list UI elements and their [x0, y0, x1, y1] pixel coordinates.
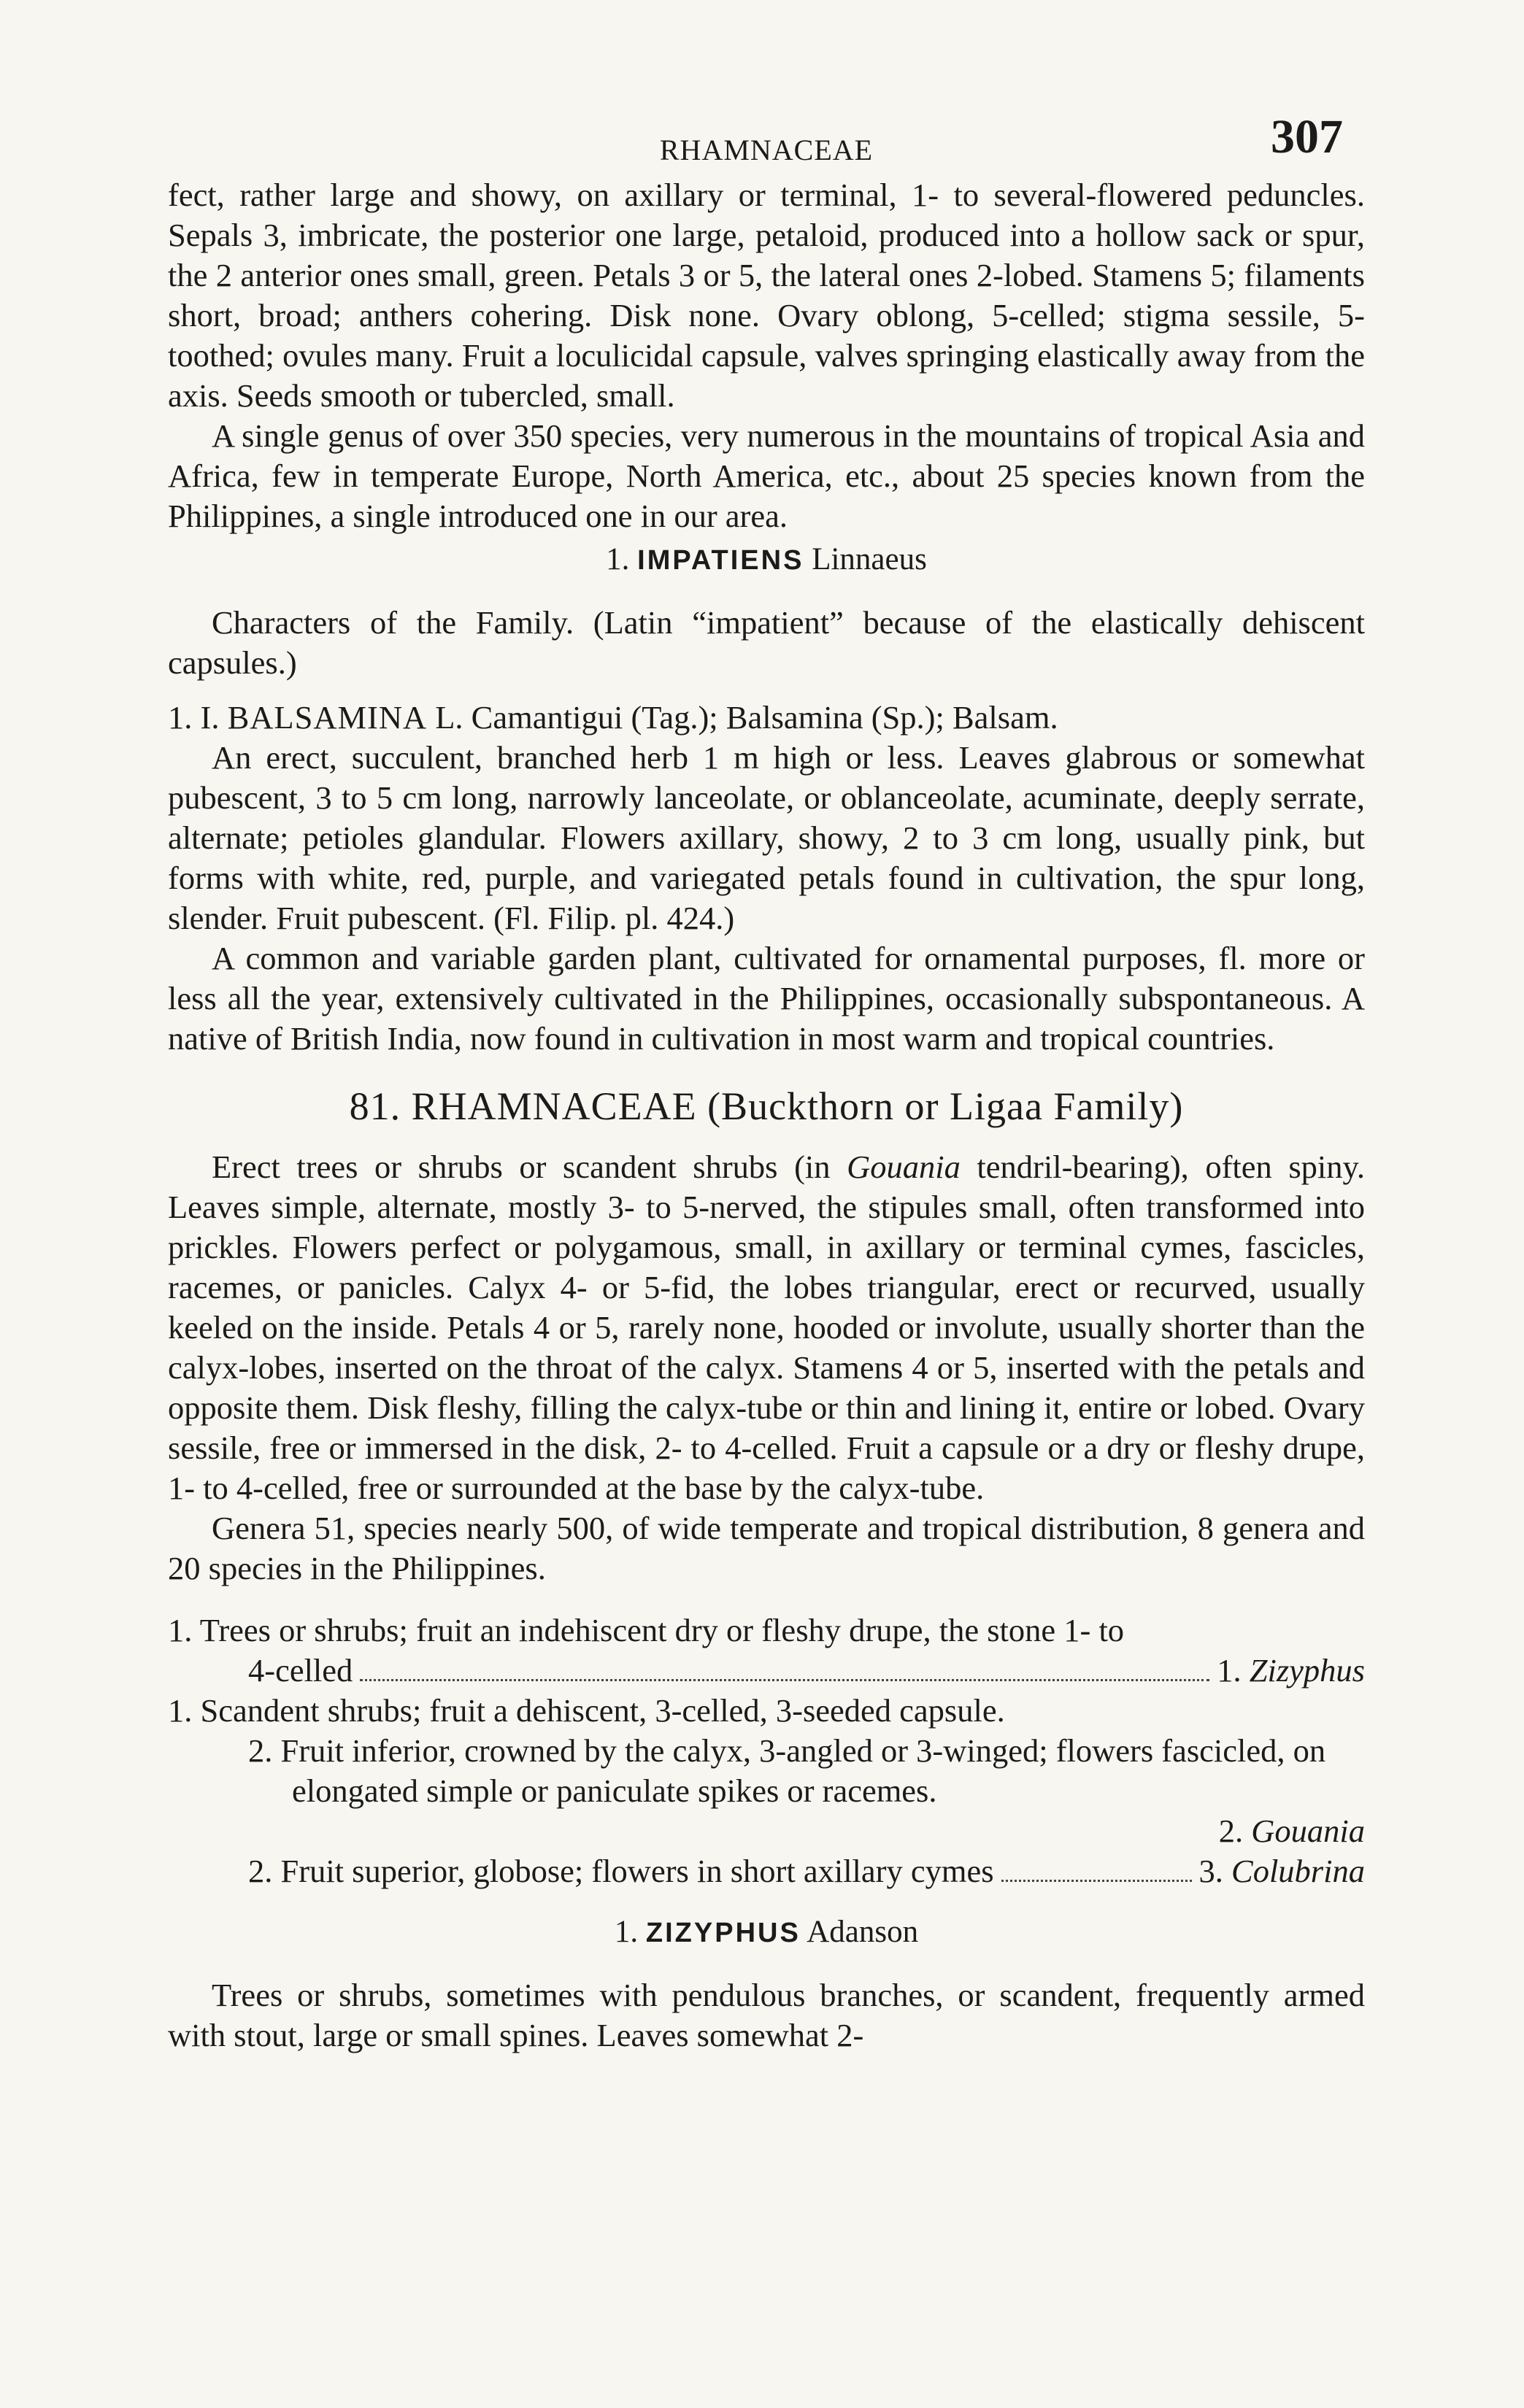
species-description-text: An erect, succulent, branched herb 1 m high or less. Leaves glabrous or somewhat pubescent, 3 to 5 cm long, narrowly lanceolate, or oblanceolate, acuminate, deeply serrate, alternate; petioles glandular. Flowers axillary, showy, 2 to 3 cm long, usually pink, but forms with white, red, purple, and variegated petals found in cultivation, the spur long, slender. Fruit pubescent.: [168, 739, 1365, 936]
book-page: [168, 0, 1365, 2056]
running-head: [168, 110, 1365, 175]
species-notes: A common and variable garden plant, cultivated for ornamental purposes, fl. more or less all the year, extensively cultivated in the Philippines, occasionally subspontaneous. A native of British India, now found in cultivation in most warm and tropical countries.: [168, 940, 1365, 1057]
genus-number: 1.: [614, 1915, 639, 1949]
species-author-vernacular: L. Camantigui (Tag.); Balsamina (Sp.); Balsam.: [435, 699, 1058, 736]
genus-name: ZIZYPHUS: [645, 1918, 801, 1948]
genus-description-zizyphus: Trees or shrubs, sometimes with pendulous branches, or scandent, frequently armed with stout, large or small spines. Leaves somewhat 2-: [168, 1977, 1365, 2053]
key-lead-2b: [168, 1851, 1365, 1891]
family-distribution: Genera 51, species nearly 500, of wide temperate and tropical distribution, 8 genera and 20 species in the Philippines.: [168, 1510, 1365, 1586]
key-lead-1b: 1. Scandent shrubs; fruit a dehiscent, 3-celled, 3-seeded capsule.: [168, 1692, 1005, 1729]
key-result-number: 3.: [1198, 1853, 1223, 1889]
key-result-number: 2.: [1218, 1813, 1244, 1849]
genus-number: 1.: [606, 542, 630, 576]
key-lead-2a: 2. Fruit inferior, crowned by the calyx, 3-angled or 3-winged; flowers fascicled, on elongated simple or paniculate spikes or racemes.: [248, 1732, 1326, 1809]
genus-author: Linnaeus: [812, 542, 927, 576]
key-lead-1a-cont-text: 4-celled: [248, 1652, 353, 1689]
genus-heading-impatiens: [168, 539, 1365, 581]
leader-dots: [360, 1679, 1209, 1681]
family-description: [168, 1147, 1365, 1508]
family-desc-genus: Gouania: [847, 1149, 961, 1185]
plate-reference: (Fl. Filip. pl. 424.): [493, 900, 735, 936]
key-lead-1a-continuation: [168, 1651, 1365, 1691]
key-result-genus: Gouania: [1251, 1813, 1365, 1849]
key-result-genus: Zizyphus: [1249, 1652, 1365, 1689]
genus-description-impatiens: Characters of the Family. (Latin “impatient” because of the elastically dehiscent capsules.): [168, 604, 1365, 681]
key-lead-1a: 1. Trees or shrubs; fruit an indehiscent dry or fleshy drupe, the stone 1- to: [168, 1612, 1125, 1648]
key-result-number: 1.: [1217, 1652, 1242, 1689]
family-distribution-paragraph: A single genus of over 350 species, very numerous in the mountains of tropical Asia and Africa, few in temperate Europe, North America, etc., about 25 species known from the Philippines, a single introduced one in our area.: [168, 417, 1365, 534]
genus-name: IMPATIENS: [637, 545, 804, 576]
running-head-title: RHAMNACEAE: [659, 134, 874, 166]
species-entry-balsamina: [168, 698, 1365, 738]
key-lead-2b-text: 2. Fruit superior, globose; flowers in short axillary cymes: [248, 1853, 994, 1889]
page-number: 307: [1271, 110, 1343, 163]
key-result-genus: Colubrina: [1231, 1853, 1365, 1889]
family-desc-before: Erect trees or shrubs or scandent shrubs (in: [212, 1149, 831, 1185]
leader-dots: [1001, 1880, 1192, 1882]
genus-author: Adanson: [807, 1915, 919, 1949]
genus-key: [168, 1610, 1365, 1891]
key-lead-2a-result: [168, 1811, 1365, 1851]
family-heading: 81. RHAMNACEAE (Buckthorn or Ligaa Family): [349, 1084, 1184, 1128]
species-description: [168, 738, 1365, 938]
species-number: 1. I.: [168, 699, 220, 736]
family-desc-after: tendril-bearing), often spiny. Leaves simple, alternate, mostly 3- to 5-nerved, the stipules small, often transformed into prickles. Flowers perfect or polygamous, small, in axillary or terminal cymes, fascicles, racemes, or panicles. Calyx 4- or 5-fid, the lobes triangular, erect or recurved, usually keeled on the inside. Petals 4 or 5, rarely none, hooded or involute, usually shorter than the calyx-lobes, inserted on the throat of the calyx. Stamens 4 or 5, inserted with the petals and opposite them. Disk fleshy, filling the calyx-tube or thin and lining it, entire or lobed. Ovary sessile, free or immersed in the disk, 2- to 4-celled. Fruit a capsule or a dry or fleshy drupe, 1- to 4-celled, free or surrounded at the base by the calyx-tube.: [168, 1149, 1365, 1506]
species-name: BALSAMINA: [227, 699, 428, 736]
genus-heading-zizyphus: [168, 1912, 1365, 1953]
family-description-continued: fect, rather large and showy, on axillary or terminal, 1- to several-flowered peduncles. Sepals 3, imbricate, the posterior one large, petaloid, produced into a hollow sack or spur, the 2 anterior ones small, green. Petals 3 or 5, the lateral ones 2-lobed. Stamens 5; filaments short, broad; anthers cohering. Disk none. Ovary oblong, 5-celled; stigma sessile, 5-toothed; ovules many. Fruit a loculicidal capsule, valves springing elastically away from the axis. Seeds smooth or tubercled, small.: [168, 177, 1365, 414]
